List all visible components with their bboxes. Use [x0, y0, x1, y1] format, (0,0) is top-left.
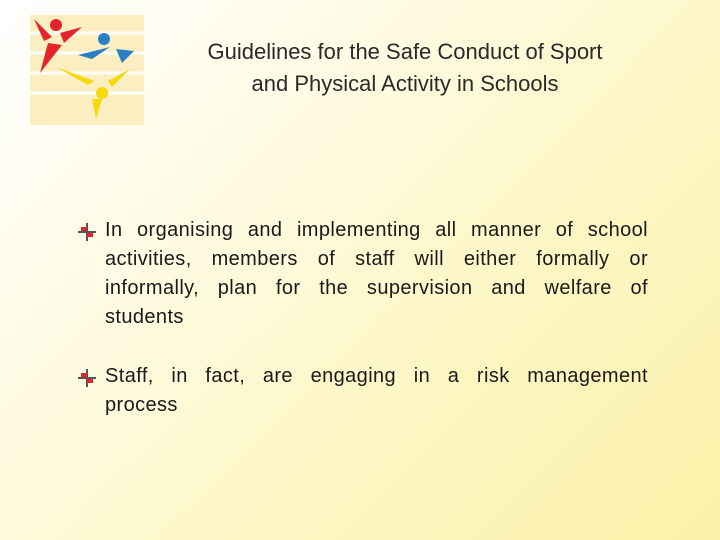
- sport-figures-logo-icon: [30, 15, 144, 125]
- slide-title: [155, 36, 655, 100]
- bullet-item: [78, 216, 648, 332]
- bullet-text: Staff, in fact, are engaging in a risk management process: [105, 365, 648, 416]
- title-line-2: and Physical Activity in Schools: [251, 71, 559, 96]
- bullet-marker-icon: [78, 223, 96, 241]
- title-line-1: Guidelines for the Safe Conduct of Sport: [207, 39, 603, 64]
- bullet-marker-icon: [78, 369, 96, 387]
- bullet-item: [78, 362, 648, 420]
- bullet-list: [78, 216, 648, 450]
- bullet-text: In organising and implementing all manner of school activities, members of staff will either formally or informally, plan for the supervision and welfare of students: [105, 219, 648, 328]
